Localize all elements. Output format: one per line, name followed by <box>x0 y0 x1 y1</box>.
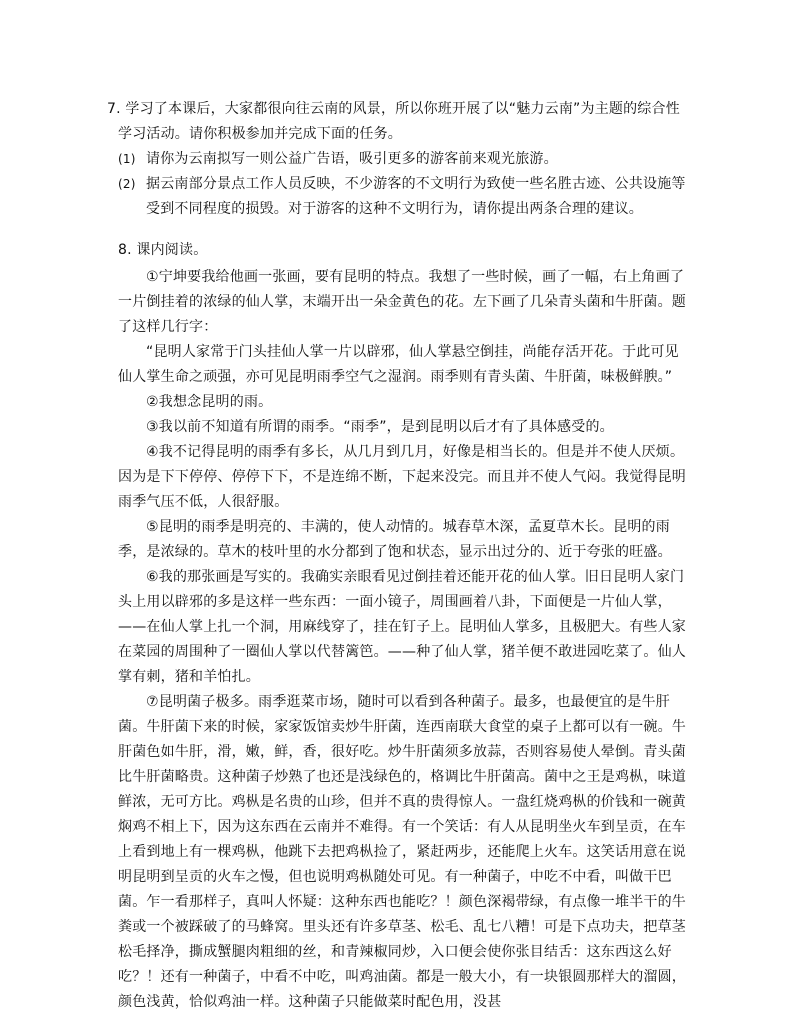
question-7 <box>107 97 688 222</box>
reading-paragraph: ③我以前不知道有所谓的雨季。“雨季”，是到昆明以后才有了具体感受的。 <box>146 419 614 435</box>
reading-paragraph: ⑦昆明菌子极多。雨季逛菜市场，随时可以看到各种菌子。最多，也最便宜的是牛肝菌。牛肝菌下来的时候，家家饭馆卖炒牛肝菌，连西南联大食堂的桌子上都可以有一碗。牛肝菌色如牛肝，滑，嫩，鲜，香，很好吃。炒牛肝菌须多放蒜，否则容易使人晕倒。青头菌比牛肝菌略贵。这种菌子炒熟了也还是浅绿色的，格调比牛肝菌高。菌中之王是鸡枞，味道鲜浓，无可方比。鸡枞是名贵的山珍，但并不真的贵得惊人。一盘红烧鸡枞的价钱和一碗黄焖鸡不相上下，因为这东西在云南并不难得。有一个笑话：有人从昆明坐火车到呈贡，在车上看到地上有一棵鸡枞，他跳下去把鸡枞捡了，紧赶两步，还能爬上火车。这笑话用意在说明昆明到呈贡的火车之慢，但也说明鸡枞随处可见。有一种菌子，中吃不中看，叫做干巴菌。乍一看那样子，真叫人怀疑：这种东西也能吃？！颜色深褐带绿，有点像一堆半干的牛粪或一个被踩破了的马蜂窝。里头还有许多草茎、松毛、乱七八糟！可是下点功夫，把草茎松毛择净，撕成蟹腿肉粗细的丝，和青辣椒同炒，入口便会使你张目结舌：这东西这么好吃？！还有一种菌子，中看不中吃，叫鸡油菌。都是一般大小，有一块银圆那样大的溜圆，颜色浅黄，恰似鸡油一样。这种菌子只能做菜时配色用，没甚 <box>118 694 686 1010</box>
question-7-sub-2 <box>118 172 688 222</box>
question-8 <box>118 238 688 1015</box>
sub-text: 请你为云南拟写一则公益广告语，吸引更多的游客前来观光旅游。 <box>146 151 558 167</box>
question-7-sub-1 <box>118 147 688 172</box>
reading-paragraph: ⑤昆明的雨季是明亮的、丰满的，使人动情的。城春草木深，孟夏草木长。昆明的雨季，是浓绿的。草木的枝叶里的水分都到了饱和状态，显示出过分的、近于夸张的旺盛。 <box>118 519 672 560</box>
reading-paragraph: ⑥我的那张画是写实的。我确实亲眼看见过倒挂着还能开花的仙人掌。旧日昆明人家门头上用以辟邪的多是这样一些东西：一面小镜子，周围画着八卦，下面便是一片仙人掌，——在仙人掌上扎一个洞，用麻线穿了，挂在钉子上。昆明仙人掌多，且极肥大。有些人家在菜园的周围种了一圈仙人掌以代替篱笆。——种了仙人掌，猪羊便不敢进园吃菜了。仙人掌有刺，猪和羊怕扎。 <box>118 569 686 685</box>
reading-paragraph: ①宁坤要我给他画一张画，要有昆明的特点。我想了一些时候，画了一幅，右上角画了一片倒挂着的浓绿的仙人掌，末端开出一朵金黄色的花。左下画了几朵青头菌和牛肝菌。题了这样几行字： <box>118 269 686 335</box>
question-7-stem: 7. 学习了本课后，大家都很向往云南的风景，所以你班开展了以“魅力云南”为主题的综合性学习活动。请你积极参加并完成下面的任务。 <box>107 101 680 142</box>
question-8-title: 8. 课内阅读。 <box>118 242 208 258</box>
sub-number: (2) <box>118 177 136 191</box>
sub-number: (1) <box>118 152 136 166</box>
reading-paragraph: ④我不记得昆明的雨季有多长，从几月到几月，好像是相当长的。但是并不使人厌烦。因为是下下停停、停停下下，不是连绵不断，下起来没完。而且并不使人气闷。我觉得昆明雨季气压不低，人很舒服。 <box>118 444 686 510</box>
reading-paragraph: ②我想念昆明的雨。 <box>146 394 273 410</box>
sub-text: 据云南部分景点工作人员反映，不少游客的不文明行为致使一些名胜古迹、公共设施等受到不同程度的损毁。对于游客的这种不文明行为，请你提出两条合理的建议。 <box>146 176 686 217</box>
reading-paragraph: “昆明人家常于门头挂仙人掌一片以辟邪，仙人掌悬空倒挂，尚能存活开花。于此可见仙人掌生命之顽强，亦可见昆明雨季空气之湿润。雨季则有青头菌、牛肝菌，味极鲜腴。” <box>118 344 679 385</box>
